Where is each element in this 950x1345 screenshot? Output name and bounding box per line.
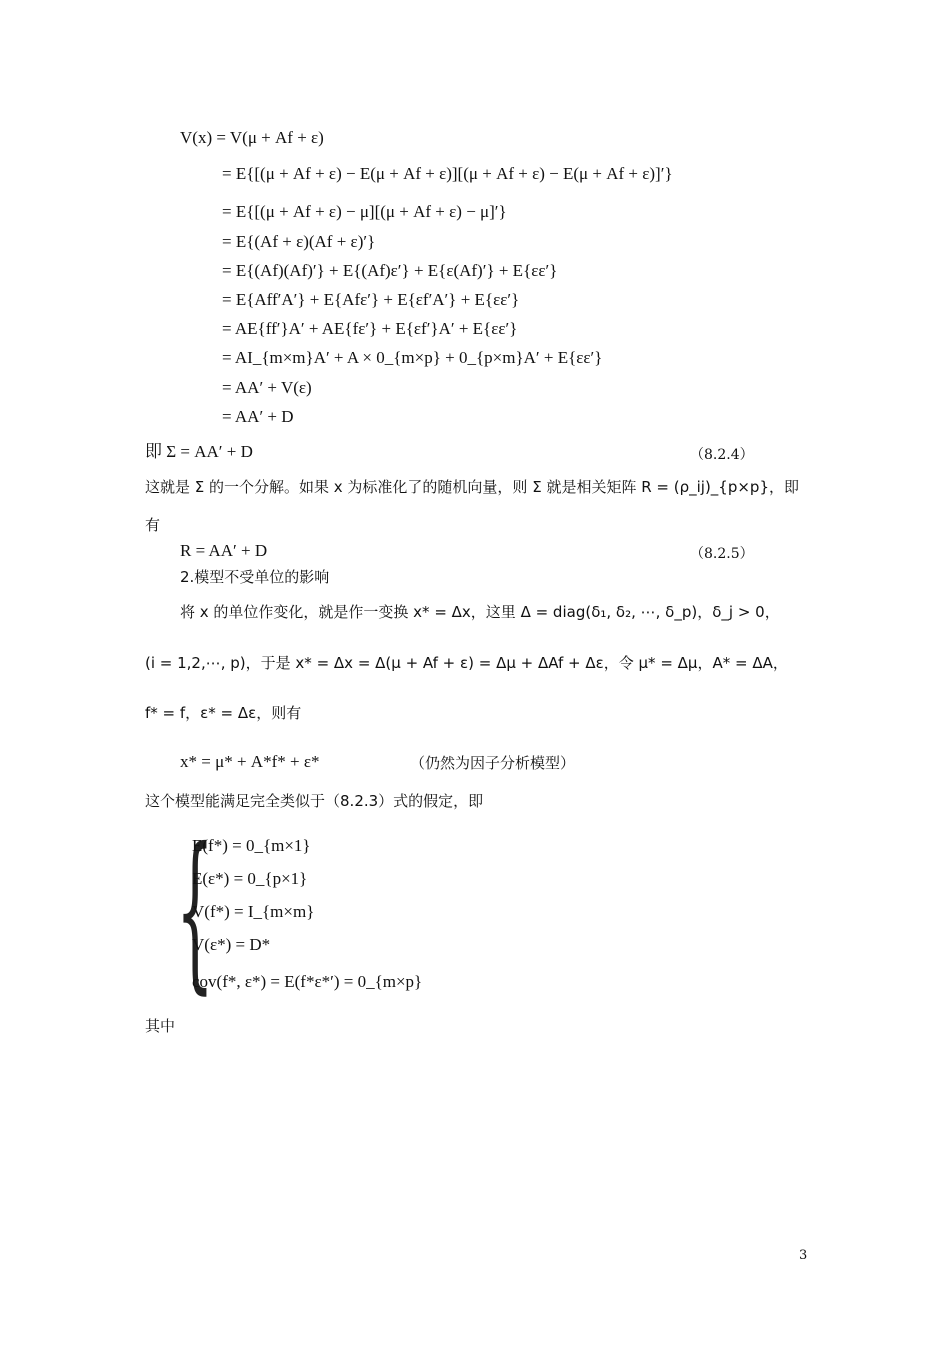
paragraph-line: 这个模型能满足完全类似于（8.2.3）式的假定，即 [145, 792, 484, 810]
equation-number: （8.2.5） [690, 546, 754, 562]
equation-8-2-5: R = AA′ + D [180, 541, 268, 560]
paragraph-line: f* = f，ε* = Δε，则有 [145, 704, 302, 722]
derivation-line: = AA′ + V(ε) [222, 378, 312, 397]
derivation-line: = E{Aff′A′} + E{Afε′} + E{εf′A′} + E{εε′} [222, 290, 520, 309]
system-line: V(ε*) = D* [192, 935, 271, 954]
equation-8-2-4: 即 Σ = AA′ + D [145, 442, 253, 461]
derivation-line: = AE{ff′}A′ + AE{fε′} + E{εf′}A′ + E{εε′} [222, 319, 518, 338]
paragraph-line: 这就是 Σ 的一个分解。如果 x 为标准化了的随机向量，则 Σ 就是相关矩阵 R = (ρ_ij)_{p×p}，即 [145, 478, 799, 496]
paragraph-line: 其中 [145, 1017, 176, 1035]
system-line: V(f*) = I_{m×m} [192, 902, 315, 921]
derivation-line: = E{[(μ + Af + ε) − E(μ + Af + ε)][(μ + Af + ε) − E(μ + Af + ε)]′} [222, 164, 673, 183]
paragraph-line: (i = 1,2,⋯, p)，于是 x* = Δx = Δ(μ + Af + ε) = Δμ + ΔAf + Δε，令 μ* = Δμ，A* = ΔA， [145, 654, 788, 672]
derivation-line: = E{(Af)(Af)′} + E{(Af)ε′} + E{ε(Af)′} + E{εε′} [222, 261, 558, 280]
system-line: E(f*) = 0_{m×1} [192, 836, 311, 855]
model-note: （仍然为因子分析模型） [410, 754, 576, 772]
page-number: 3 [799, 1248, 808, 1263]
derivation-line: = AI_{m×m}A′ + A × 0_{m×p} + 0_{p×m}A′ + E{εε′} [222, 348, 603, 367]
system-line: cov(f*, ε*) = E(f*ε*′) = 0_{m×p} [192, 972, 423, 991]
left-brace: { [176, 812, 214, 1010]
derivation-line: = AA′ + D [222, 407, 294, 426]
paragraph-line: 将 x 的单位作变化，就是作一变换 x* = Δx，这里 Δ = diag(δ₁, δ₂, ⋯, δ_p)，δ_j > 0， [180, 603, 780, 621]
paragraph-line: 有 [145, 516, 161, 534]
derivation-line: V(x) = V(μ + Af + ε) [180, 128, 324, 147]
equation-number: （8.2.4） [690, 447, 754, 463]
model-equation: x* = μ* + A*f* + ε* [180, 752, 320, 771]
section-heading: 2.模型不受单位的影响 [180, 568, 330, 586]
derivation-line: = E{(Af + ε)(Af + ε)′} [222, 232, 376, 251]
system-line: E(ε*) = 0_{p×1} [192, 869, 308, 888]
derivation-line: = E{[(μ + Af + ε) − μ][(μ + Af + ε) − μ]′} [222, 202, 507, 221]
